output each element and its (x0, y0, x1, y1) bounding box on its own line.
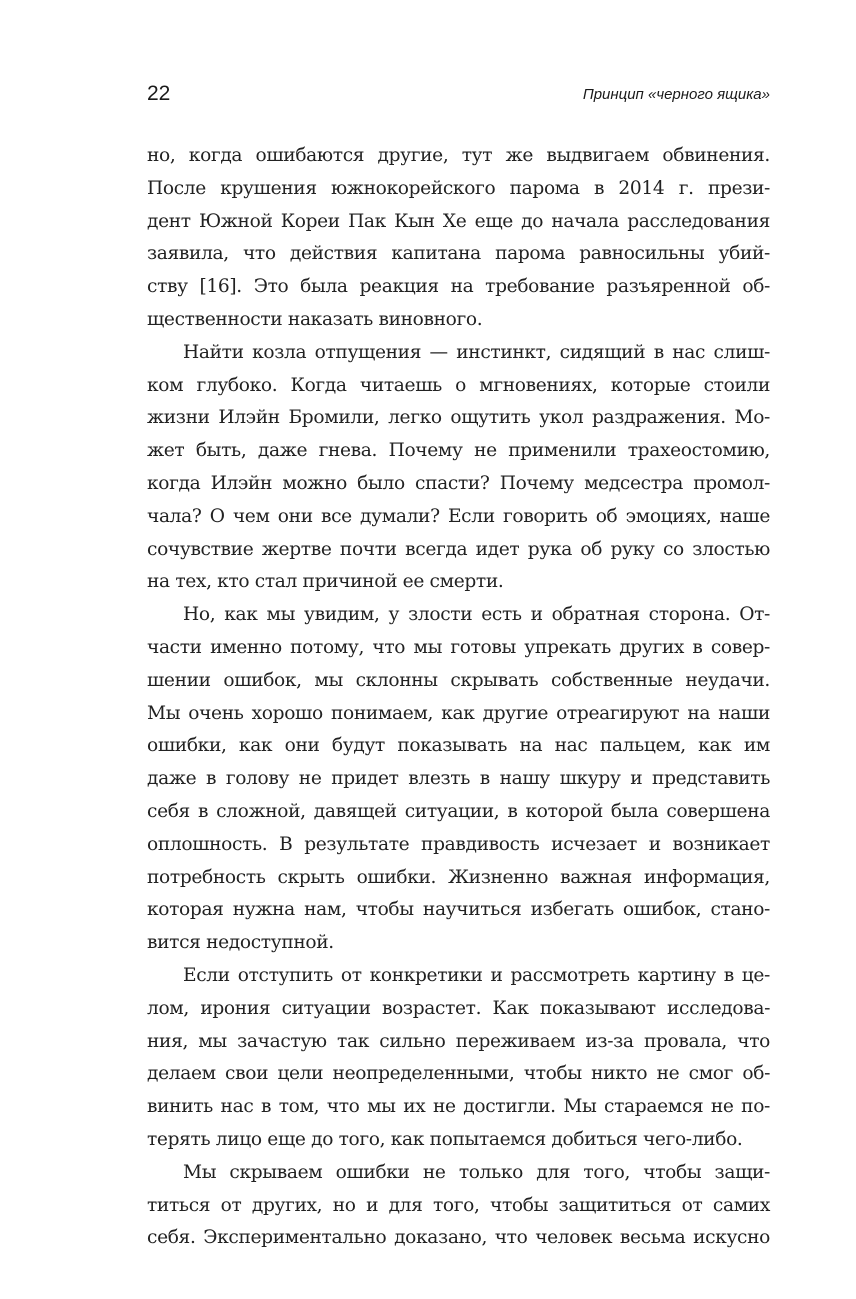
text-line: терять лицо еще до того, как попытаемся добиться чего-либо. (147, 1128, 743, 1150)
paragraph (147, 337, 770, 599)
text-line: ния, мы зачастую так сильно переживаем из-за провала, что (147, 1030, 770, 1052)
text-line: ошибки, как они будут показывать на нас пальцем, как им (147, 735, 770, 757)
page-number: 22 (147, 82, 171, 105)
text-line: жизни Илэйн Бромили, легко ощутить укол раздражения. Мо- (147, 407, 770, 429)
text-line: Но, как мы увидим, у злости есть и обратная сторона. От- (183, 604, 770, 626)
page-header (147, 82, 770, 112)
text-line: части именно потому, что мы готовы упрекать других в совер- (147, 636, 770, 658)
text-line: жет быть, даже гнева. Почему не применили трахеостомию, (147, 440, 770, 462)
text-line: ком глубоко. Когда читаешь о мгновениях, которые стоили (147, 374, 770, 396)
text-line: на тех, кто стал причиной ее смерти. (147, 571, 504, 593)
text-line: себя в сложной, давящей ситуации, в которой была совершена (147, 800, 770, 822)
paragraph (147, 960, 770, 1157)
text-line: вится недоступной. (147, 932, 334, 954)
running-title: Принцип «черного ящика» (582, 86, 770, 103)
paragraph (147, 1157, 770, 1255)
text-line: шении ошибок, мы склонны скрывать собственные неудачи. (147, 669, 770, 691)
text-line: После крушения южнокорейского парома в 2014 г. прези- (147, 177, 770, 199)
text-line: дент Южной Кореи Пак Кын Хе еще до начала расследования (147, 210, 770, 232)
text-line: но, когда ошибаются другие, тут же выдвигаем обвинения. (147, 145, 770, 166)
text-line: Мы очень хорошо понимаем, как другие отреагируют на наши (147, 702, 770, 724)
text-line: которая нужна нам, чтобы научиться избегать ошибок, стано- (147, 899, 770, 921)
text-line: чала? О чем они все думали? Если говорить об эмоциях, наше (147, 505, 770, 527)
text-line: Если отступить от конкретики и рассмотреть картину в це- (183, 964, 770, 986)
text-line: Мы скрываем ошибки не только для того, чтобы защи- (183, 1161, 770, 1183)
text-line: когда Илэйн можно было спасти? Почему медсестра промол- (147, 472, 770, 494)
text-line: винить нас в том, что мы их не достигли. Мы стараемся не по- (147, 1096, 770, 1118)
text-line: даже в голову не придет влезть в нашу шкуру и представить (147, 768, 770, 790)
text-line: сочувствие жертве почти всегда идет рука об руку со злостью (147, 538, 770, 560)
text-line: щественности наказать виновного. (147, 308, 483, 330)
body-text (147, 140, 770, 1255)
paragraph (147, 140, 770, 337)
text-line: лом, ирония ситуации возрастет. Как показывают исследова- (147, 997, 770, 1019)
text-line: себя. Экспериментально доказано, что человек весьма искусно (147, 1227, 770, 1249)
text-line: Найти козла отпущения — инстинкт, сидящий в нас слиш- (183, 341, 770, 363)
paragraph (147, 599, 770, 960)
text-line: титься от других, но и для того, чтобы защититься от самих (147, 1194, 770, 1216)
text-line: заявила, что действия капитана парома равносильны убий- (147, 243, 770, 265)
text-line: потребность скрыть ошибки. Жизненно важная информация, (147, 866, 770, 888)
text-line: оплошность. В результате правдивость исчезает и возникает (147, 833, 770, 855)
text-line: ству [16]. Это была реакция на требование разъяренной об- (147, 276, 770, 298)
text-line: делаем свои цели неопределенными, чтобы никто не смог об- (147, 1063, 770, 1085)
